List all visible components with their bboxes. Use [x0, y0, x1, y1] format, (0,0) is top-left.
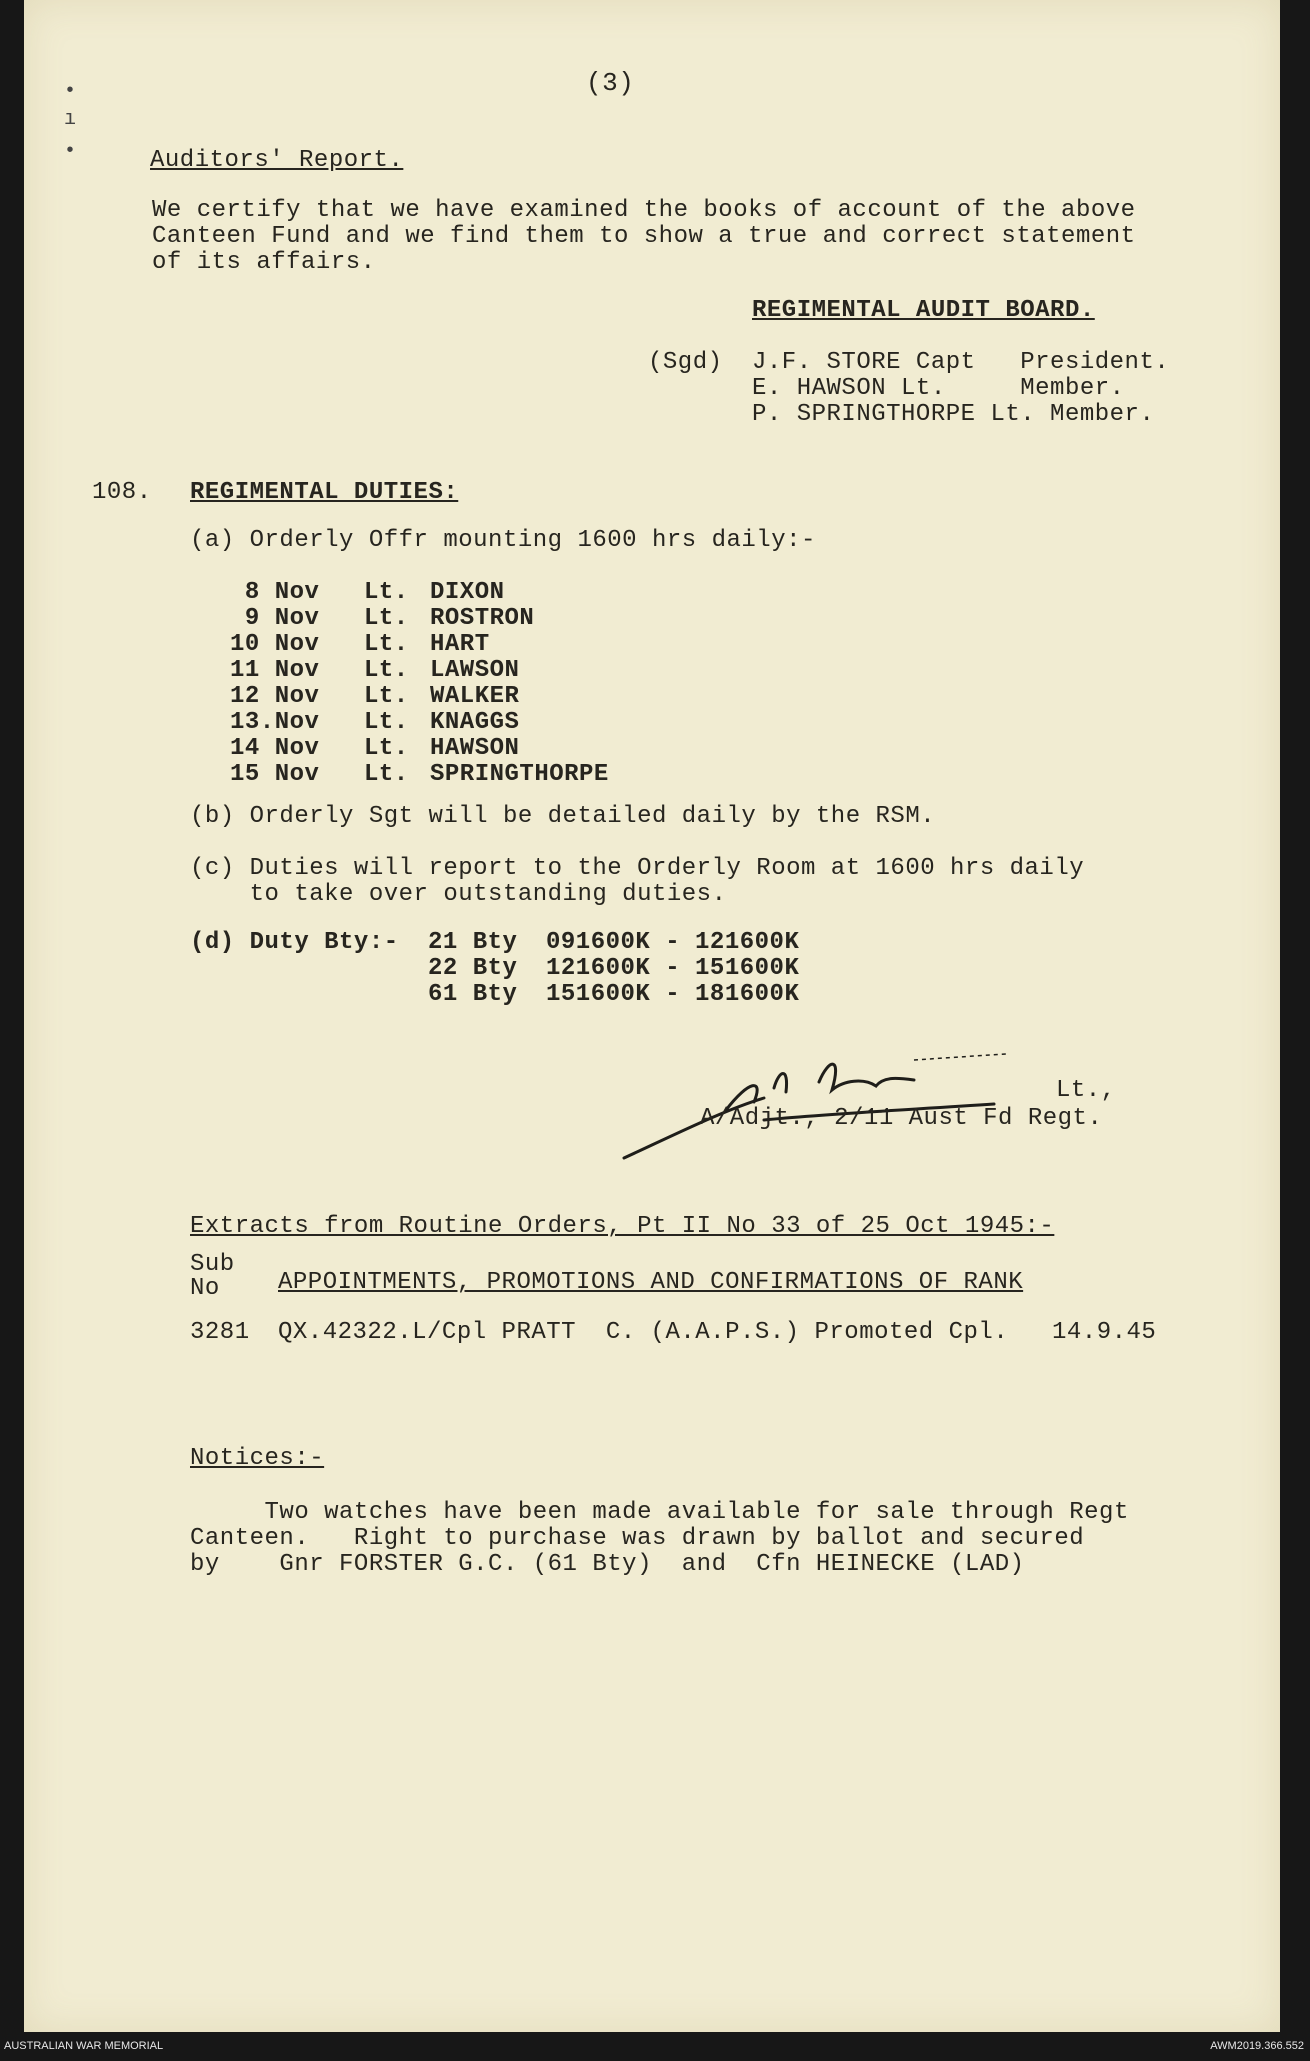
- audit-member: E. HAWSON Lt. Member.: [752, 375, 1125, 402]
- column-title: APPOINTMENTS, PROMOTIONS AND CONFIRMATIONS OF RANK: [278, 1269, 1024, 1296]
- punch-mark: •: [64, 140, 77, 163]
- paragraph-number: 108.: [92, 479, 152, 506]
- signature-rank: Lt.,: [1056, 1077, 1116, 1104]
- officer-date: 8 Nov: [230, 579, 320, 606]
- officer-rank: Lt.: [364, 657, 409, 684]
- officer-rank: Lt.: [364, 709, 409, 736]
- signature-appointment: A/Adjt., 2/11 Aust Fd Regt.: [700, 1105, 1103, 1132]
- duty-period: 091600K - 121600K: [546, 929, 800, 956]
- duty-d-label: (d) Duty Bty:-: [190, 929, 399, 956]
- officer-date: 15 Nov: [230, 761, 320, 788]
- auditors-body-line: We certify that we have examined the books of account of the above: [152, 197, 1136, 224]
- signed-marker: (Sgd): [648, 349, 723, 376]
- officer-name: KNAGGS: [430, 709, 520, 736]
- duty-c-line: to take over outstanding duties.: [190, 881, 727, 908]
- auditors-report-heading: Auditors' Report.: [150, 147, 404, 174]
- officer-date: 13.Nov: [230, 709, 320, 736]
- notices-heading: Notices:-: [190, 1445, 325, 1472]
- entry-number: 3281: [190, 1319, 250, 1346]
- footer-reference: AWM2019.366.552: [1210, 2040, 1304, 2052]
- officer-rank: Lt.: [364, 761, 409, 788]
- entry-text: QX.42322.L/Cpl PRATT C. (A.A.P.S.) Promoted Cpl.: [278, 1319, 1009, 1346]
- officer-rank: Lt.: [364, 605, 409, 632]
- officer-name: SPRINGTHORPE: [430, 761, 609, 788]
- audit-member: P. SPRINGTHORPE Lt. Member.: [752, 401, 1155, 428]
- regimental-duties-heading: REGIMENTAL DUTIES:: [190, 479, 459, 506]
- officer-rank: Lt.: [364, 735, 409, 762]
- column-no: No: [190, 1275, 220, 1302]
- footer-source: AUSTRALIAN WAR MEMORIAL: [4, 2040, 164, 2052]
- notice-line: Canteen. Right to purchase was drawn by ballot and secured: [190, 1525, 1085, 1552]
- officer-date: 12 Nov: [230, 683, 320, 710]
- officer-date: 11 Nov: [230, 657, 320, 684]
- entry-date: 14.9.45: [1052, 1319, 1157, 1346]
- punch-mark: ı: [64, 108, 77, 131]
- officer-rank: Lt.: [364, 631, 409, 658]
- column-sub: Sub: [190, 1251, 235, 1278]
- page-number: (3): [586, 68, 635, 98]
- punch-mark: •: [64, 80, 77, 103]
- auditors-body-line: Canteen Fund and we find them to show a true and correct statement: [152, 223, 1136, 250]
- officer-name: LAWSON: [430, 657, 520, 684]
- duty-battery: 21 Bty: [428, 929, 518, 956]
- officer-name: HART: [430, 631, 490, 658]
- duty-battery: 61 Bty: [428, 981, 518, 1008]
- duty-battery: 22 Bty: [428, 955, 518, 982]
- routine-orders-heading: Extracts from Routine Orders, Pt II No 33 of 25 Oct 1945:-: [190, 1213, 1055, 1240]
- officer-rank: Lt.: [364, 683, 409, 710]
- officer-date: 9 Nov: [230, 605, 320, 632]
- officer-name: WALKER: [430, 683, 520, 710]
- document-page: [24, 0, 1280, 2032]
- officer-name: HAWSON: [430, 735, 520, 762]
- officer-date: 14 Nov: [230, 735, 320, 762]
- officer-name: ROSTRON: [430, 605, 535, 632]
- officer-rank: Lt.: [364, 579, 409, 606]
- duty-c-line: (c) Duties will report to the Orderly Room at 1600 hrs daily: [190, 855, 1085, 882]
- duty-period: 151600K - 181600K: [546, 981, 800, 1008]
- notice-line: by Gnr FORSTER G.C. (61 Bty) and Cfn HEINECKE (LAD): [190, 1551, 1025, 1578]
- audit-board-title: REGIMENTAL AUDIT BOARD.: [752, 297, 1095, 324]
- officer-name: DIXON: [430, 579, 505, 606]
- officer-date: 10 Nov: [230, 631, 320, 658]
- auditors-body-line: of its affairs.: [152, 249, 376, 276]
- duty-period: 121600K - 151600K: [546, 955, 800, 982]
- audit-member: J.F. STORE Capt President.: [752, 349, 1170, 376]
- duty-b-text: (b) Orderly Sgt will be detailed daily by the RSM.: [190, 803, 936, 830]
- duty-a-label: (a) Orderly Offr mounting 1600 hrs daily:-: [190, 527, 816, 554]
- notice-line: Two watches have been made available for sale through Regt: [190, 1499, 1129, 1526]
